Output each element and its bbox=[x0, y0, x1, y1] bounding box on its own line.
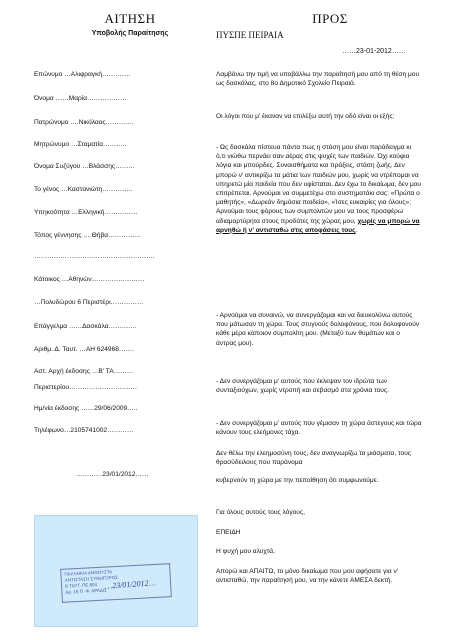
paragraph-reason-3 bbox=[216, 377, 422, 395]
field-profession: Επάγγελμα ……Δασκάλα…………. bbox=[34, 323, 137, 330]
handwritten-signature: …23/01/2012… bbox=[104, 578, 156, 591]
paragraph-intro bbox=[216, 70, 422, 88]
field-residence: Κάτοικος …Αθηνών…………………… bbox=[34, 276, 145, 283]
paragraph-text: Οι λόγοι που μ' έκαναν να επιλέξω αυτή την οδό είναι οι εξής: bbox=[216, 113, 395, 120]
application-title: ΑΙΤΗΣΗ bbox=[104, 11, 156, 26]
paragraph-text: Απορώ και ΑΠΑΙΤΩ, το μόνο δικαίωμα που μου αφήσατε για ν' αντισταθώ, την παραίτησή μου, να την κάνετε ΑΜΕΣΑ δεκτή. bbox=[216, 568, 399, 585]
paragraph-closing-1 bbox=[216, 449, 422, 467]
stamp-line: ΠΑΛΛΗΚΙΑ ΑΝΘΟΥΣΤΑ bbox=[64, 569, 113, 577]
recipient-name: ΠΥΣΠΕ ΠΕΙΡΑΙΑ bbox=[216, 30, 284, 40]
paragraph-soul bbox=[216, 547, 422, 556]
stamp-line: Β ΤΑΥΤ. ΠΕ 804 bbox=[64, 581, 98, 589]
paragraph-text: - Δεν συνεργάζομαι μ' αυτούς που έκλεψαν τον ιδρώτα των συνταξιούχων, χωρίς ντροπή και σεβασμό στα χρόνια τους. bbox=[216, 378, 389, 395]
letter-date: ……23-01-2012…… bbox=[342, 48, 406, 55]
recipient-title: ΠΡΟΣ bbox=[312, 11, 348, 26]
field-nationality: Υπηκοότητα …Ελληνική…………… bbox=[34, 209, 138, 216]
paragraph-closing-2 bbox=[216, 476, 422, 485]
field-issuing-authority-cont: Περιστερίου…………………………. bbox=[34, 384, 137, 391]
paragraph-reasons-intro bbox=[216, 112, 422, 121]
paragraph-text: - Ως δασκάλα πίστευα πάντα πως η στάση μου είναι παράδειγμα κι ό,τι νιώθω περνάει σαν αέρας στις ψυχές των παιδιών. Όχι κούφια λόγια και μπούρδες. Συναισθήματα και πράξεις, στάση ζωής. Δεν μπορώ ν' αντικρίζω τα μάτια των παιδιών μου, χωρίς να ντρέπομαι να υπηρετώ μία παιδεία που δεν υφίσταται. Δεν έχω το δικαίωμα, δεν μου επιτρέπεται. Αρνούμαι να συμμετέχω στο συστηματάκι σας: «Πρώτα ο μαθητής», «Δωρεάν δημόσια παιδεία», «Ίσες ευκαιρίες για όλους»; Αρνούμαι τους φόρους των συμπολιτών μου να τους προσφέρω αδιαμαρτύρητα στους προδότες της χώρας μου, bbox=[216, 144, 422, 225]
paragraph-text: Λαμβάνω την τιμή να υποβάλλω την παραίτησή μου από τη θέση μου ως δασκάλας, στο 8ο Δημοτικό Σχολείο Πειραιά. bbox=[216, 71, 420, 88]
paragraph-text: Δεν θέλω την ελεημοσύνη τους, δεν αναγνωρίζω τα μιάσματα, τους θρασύδειλους που παράνομα bbox=[216, 450, 411, 467]
paragraph-text: Για όλους αυτούς τους λόγους, bbox=[216, 509, 305, 516]
paragraph-text: - Δεν συνεργάζομαι μ' αυτούς που γέμισαν τη χώρα άστεγους και τώρα κάνουν τους ελεήμονες τάχα. bbox=[216, 420, 422, 437]
application-subtitle: Υποβολής Παραίτησης bbox=[91, 30, 169, 37]
signature-date: …………23/01/2012…… bbox=[76, 471, 149, 478]
field-mothers-name: Μητρώνυμο …Σταματία……….. bbox=[34, 141, 127, 148]
stamp-line: ΑΝΤΙΣΤΑΣΗ ΣΥΝΗΓΟΡΟΣ bbox=[64, 574, 119, 583]
paragraph-closing-3 bbox=[216, 508, 422, 517]
field-first-name: Όνομα ……Μαρία……………… bbox=[34, 95, 127, 102]
paragraph-reason-2 bbox=[216, 311, 422, 348]
paragraph-demand bbox=[216, 567, 422, 585]
stamp-line: Αρ. 16 Π. Φ. ΑΡΑΔΩ bbox=[65, 587, 107, 595]
field-issuing-authority: Αστ. Αρχή έκδοσης …Β' ΤΑ……… bbox=[34, 368, 134, 375]
field-address: …Πολυδώρου 6 Περιστέρι…………… bbox=[34, 299, 144, 306]
field-surname: Επώνυμο …Αλιφραγκή…………. bbox=[34, 71, 131, 78]
field-blank-line: ………………………………………………. bbox=[34, 253, 155, 260]
field-id-number: Αριθμ. Δ. Ταυτ. …ΑΗ 624968……. bbox=[34, 346, 134, 353]
field-spouse-name: Όνομα Συζύγου …Βλάσσης……… bbox=[34, 163, 135, 170]
field-issue-date: Ημ/νία έκδοσης ……29/06/2009….. bbox=[34, 405, 138, 412]
paragraph-text: κυβερνούν τη χώρα με την πεποίθηση ότι συμφωνούμε. bbox=[216, 477, 379, 484]
official-stamp-area bbox=[34, 515, 198, 627]
field-phone: Τηλέφωνο…2105741002………… bbox=[34, 427, 134, 434]
paragraph-text: ΕΠΕΙΔΗ bbox=[216, 529, 241, 536]
field-fathers-name: Πατρώνυμο ….Νικόλαος…………. bbox=[34, 119, 134, 126]
paragraph-text: Η ψυχή μου αλυχτά, bbox=[216, 548, 275, 555]
paragraph-because bbox=[216, 528, 422, 537]
paragraph-text: - Αρνούμαι να συναινώ, να συνεργάζομαι και να διευκολύνω αυτούς που μάτωσαν τη χώρα. Τους στυγνούς δολοφόνους, που δολοφονούν κάθε μέρα κάποιον συμπολίτη μου. (Μεταξύ των θυμάτων και ο άντρας μου). bbox=[216, 312, 420, 347]
paragraph-reason-4 bbox=[216, 419, 422, 437]
emphasis-text: χωρίς να μπορώ να αρνηθώ ή ν' αντισταθώ στις αποφάσεις τους bbox=[216, 217, 420, 234]
field-maiden-name: Το γένος …Καστανιώτη………….. bbox=[34, 186, 133, 193]
field-birthplace: Τόπος γέννησης ….Θήβα…………… bbox=[34, 232, 142, 239]
paragraph-reason-1: - Ως δασκάλα πίστευα πάντα πως η στάση μου είναι παράδειγμα κι ό,τι νιώθω περνάει σαν αέρας στις ψυχές των παιδιών. Όχι κούφια λόγια και μπούρδες. Συναισθήματα και πράξεις, στάση ζωής. Δεν μπορώ ν' αντικρίζω τα μάτια των παιδιών μου, χωρίς να ντρέπομαι να υπηρετώ μία παιδεία που δεν υφίσταται. Δεν έχω το δικαίωμα, δεν μου επιτρέπεται. Αρνούμαι να συμμετέχω στο συστηματάκι σας: «Πρώτα ο μαθητής», «Δωρεάν δημόσια παιδεία», «Ίσες ευκαιρίες για όλους»; Αρνούμαι τους φόρους των συμπολιτών μου να τους προσφέρω αδιαμαρτύρητα στους προδότες της χώρας μου, χωρίς να μπορώ να αρνηθώ ή ν' αντισταθώ στις αποφάσεις τους. bbox=[216, 144, 422, 234]
